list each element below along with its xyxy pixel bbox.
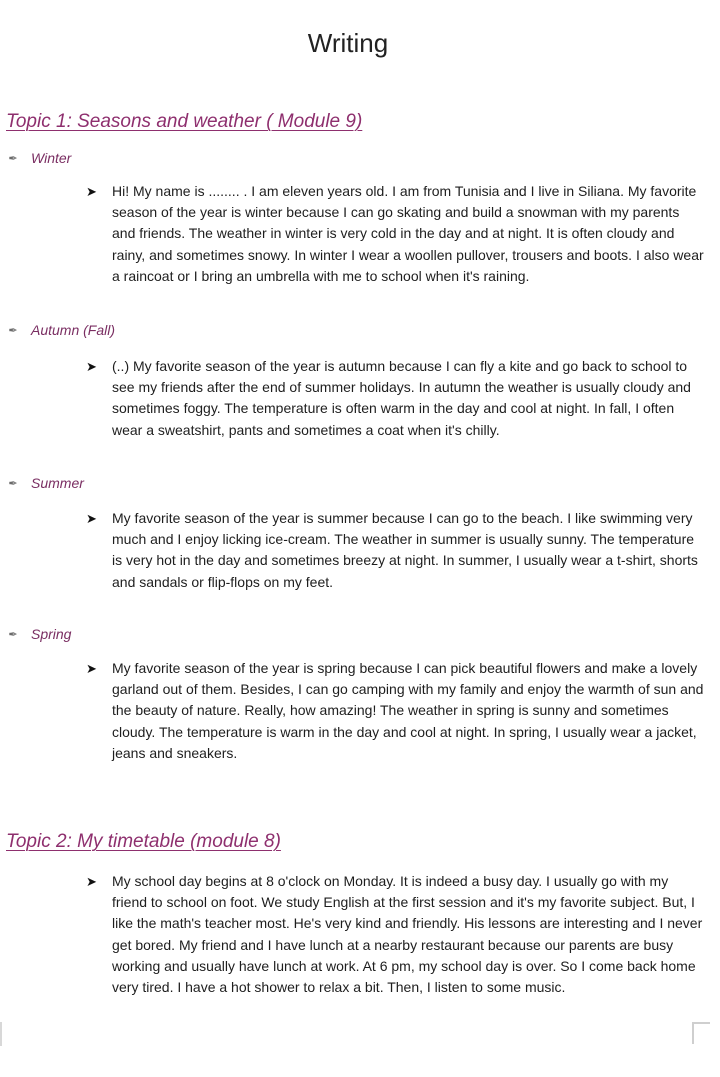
quill-bullet-icon: ✒: [8, 152, 18, 165]
paragraph-text: (..) My favorite season of the year is autumn because I can fly a kite and go back to school to see my friends after the end of summer holidays. In autumn the weather is usually cloudy and sometimes foggy. The temperature is often warm in the day and cool at night. In fall, I often wear a sweatshirt, pants and sometimes a coat when it's chilly.: [112, 358, 691, 438]
season-label-spring: [6, 626, 71, 642]
quill-bullet-icon: ✒: [8, 324, 18, 337]
arrowhead-icon: ➤: [86, 359, 97, 374]
quill-bullet-icon: ✒: [8, 628, 18, 641]
topic-1-heading: Topic 1: Seasons and weather ( Module 9): [6, 111, 363, 132]
arrowhead-icon: ➤: [86, 184, 97, 199]
season-label-text: Spring: [31, 626, 72, 642]
season-label-winter: [6, 150, 71, 166]
arrowhead-icon: ➤: [86, 661, 97, 676]
arrowhead-icon: ➤: [86, 874, 97, 889]
paragraph-text: Hi! My name is ........ . I am eleven years old. I am from Tunisia and I live in Siliana. My favorite season of the year is winter because I can go skating and build a snowman with my parents and friends. The weather in winter is very cold in the day and at night. It is often cloudy and rainy, and sometimes snowy. In winter I wear a woollen pullover, trousers and boots. I also wear a raincoat or I bring an umbrella with me to school when it's raining.: [112, 183, 704, 284]
paragraph-autumn: [86, 356, 706, 441]
season-label-text: Summer: [31, 475, 84, 491]
quill-bullet-icon: ✒: [8, 477, 18, 490]
paragraph-summer: [86, 508, 706, 593]
paragraph-winter: [86, 181, 706, 287]
paragraph-text: My favorite season of the year is summer because I can go to the beach. I like swimming very much and I enjoy licking ice-cream. The weather in summer is usually sunny. The temperature is very hot in the day and sometimes breezy at night. In summer, I usually wear a t-shirt, shorts and sandals or flip-flops on my feet.: [112, 510, 698, 590]
paragraph-text: My school day begins at 8 o'clock on Monday. It is indeed a busy day. I usually go with my friend to school on foot. We study English at the first session and it's my favorite subject. But, I like the math's teacher most. He's very kind and friendly. His lessons are interesting and I never get bored. My friend and I have lunch at a nearby restaurant because our parents are busy working and usually have lunch at work. At 6 pm, my school day is over. So I come back home very tired. I have a hot shower to relax a bit. Then, I listen to some music.: [112, 873, 703, 996]
paragraph-timetable: [86, 871, 706, 998]
page-title: Writing: [307, 28, 389, 58]
season-label-summer: [6, 475, 84, 491]
page-corner-mark: [692, 1022, 710, 1044]
season-label-text: Winter: [31, 150, 72, 166]
season-label-autumn: [6, 322, 115, 338]
paragraph-spring: [86, 658, 706, 764]
season-label-text: Autumn (Fall): [31, 322, 116, 338]
paragraph-text: My favorite season of the year is spring because I can pick beautiful flowers and make a lovely garland out of them. Besides, I can go camping with my family and enjoy the warmth of sun and the beauty of nature. Really, how amazing! The weather in spring is sunny and sometimes cloudy. The temperature is warm in the day and cool at night. In spring, I usually wear a jacket, jeans and sneakers.: [112, 660, 704, 761]
page-edge-mark: [0, 1022, 2, 1046]
arrowhead-icon: ➤: [86, 511, 97, 526]
topic-2-heading: Topic 2: My timetable (module 8): [6, 831, 281, 852]
